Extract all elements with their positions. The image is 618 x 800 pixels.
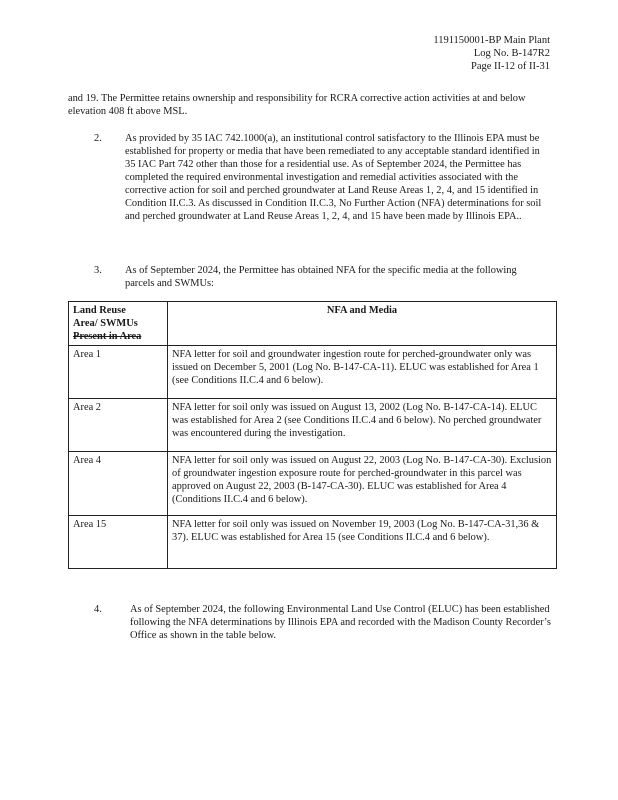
table-cell-area: Area 4 [69,452,168,516]
item-2-text: As provided by 35 IAC 742.1000(a), an institutional control satisfactory to the Illinois EPA must be established for property or media that have been remediated to any acceptable standard identified in 35 IAC Part 742 other than those for a residential use. As of September 2024, the Permittee has completed the required environmental investigation and remedial activities associated with the corrective action for soil and perched groundwater at Land Reuse Areas 1, 2, 4, and 15 identified in Condition II.C.3. As discussed in Condition II.C.3, No Further Action (NFA) determinations for soil and perched groundwater at Land Reuse Areas 1, 2, 4, and 15 have been made by Illinois EPA.. [125,133,542,222]
table-cell-area: Area 1 [69,346,168,399]
table-cell-nfa: NFA letter for soil only was issued on August 13, 2002 (Log No. B-147-CA-14). ELUC was established for Area 2 (see Conditions II.C.4 and 6 below). No perched groundwater was encountered during the investigation. [168,399,557,452]
intro-paragraph: and 19. The Permittee retains ownership and responsibility for RCRA corrective action activities at and below elevation 408 ft above MSL. [68,93,526,117]
table-header-row [69,302,557,346]
log-number: Log No. B-147R2 [473,48,550,59]
table-cell-nfa: NFA letter for soil and groundwater ingestion route for perched-groundwater only was issued on December 5, 2001 (Log No. B-147-CA-11). ELUC was established for Area 1 (see Conditions II.C.4 and 6 below). [168,346,557,399]
page-number: Page II-12 of II-31 [470,61,550,72]
nfa-table [68,301,557,569]
item-2-number: 2. [94,133,102,144]
table-cell-area: Area 2 [69,399,168,452]
table-header-area: Land Reuse Area/ SWMUs Present in Area [69,302,168,346]
table-cell-nfa: NFA letter for soil only was issued on August 22, 2003 (Log No. B-147-CA-30). Exclusion of groundwater ingestion exposure route for perched-groundwater in this parcel was approved on August 22, 2003 (B-147-CA-30). ELUC was established for Area 4 (Conditions II.C.4 and 6 below). [168,452,557,516]
table-cell-nfa: NFA letter for soil only was issued on November 19, 2003 (Log No. B-147-CA-31,36 & 37). ELUC was established for Area 15 (see Conditions II.C.4 and 6 below). [168,516,557,569]
table-header-nfa: NFA and Media [168,302,557,346]
table-row [69,516,557,569]
item-4-text: As of September 2024, the following Environmental Land Use Control (ELUC) has been established following the NFA determinations by Illinois EPA and recorded with the Madison County Recorder’s Office as shown in the table below. [130,604,551,641]
page-header [433,34,550,73]
table-cell-area: Area 15 [69,516,168,569]
item-3-number: 3. [94,265,102,276]
table-row [69,452,557,516]
item-4-number: 4. [94,604,102,615]
table-row [69,346,557,399]
document-id: 1191150001-BP Main Plant [433,35,550,46]
item-3-text: As of September 2024, the Permittee has obtained NFA for the specific media at the following parcels and SWMUs: [125,265,517,289]
table-row [69,399,557,452]
